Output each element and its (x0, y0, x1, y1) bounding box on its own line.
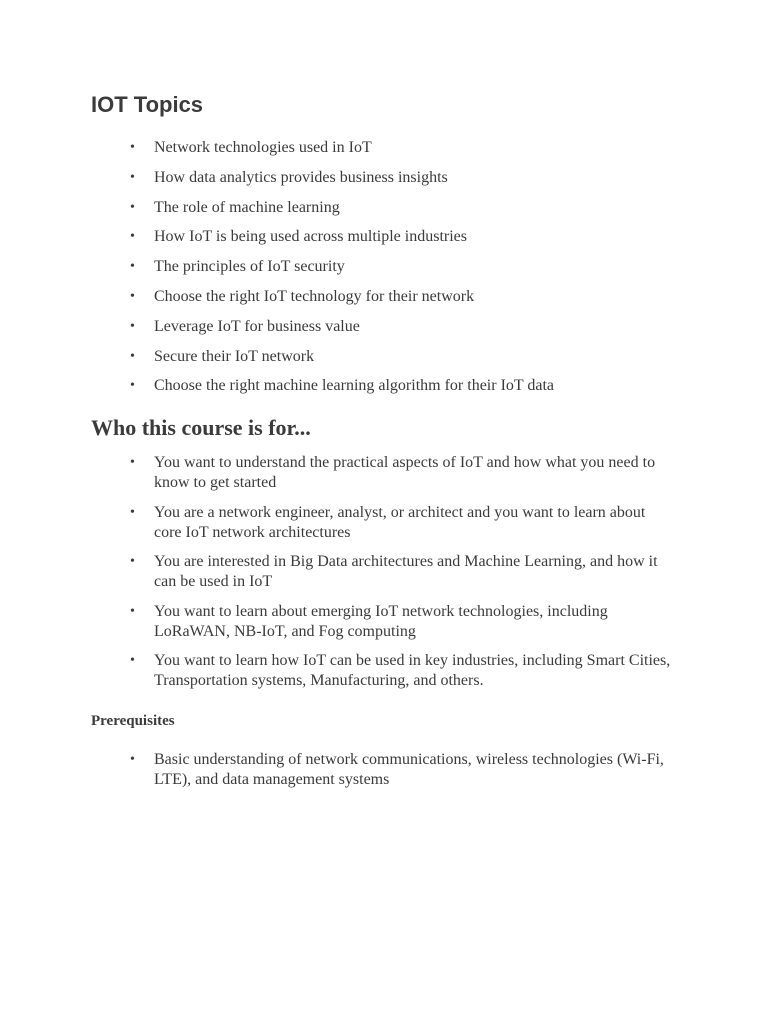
audience-list-item-text: You are interested in Big Data architectures and Machine Learning, and how it can be used in IoT (154, 553, 658, 590)
topics-list-item-text: Network technologies used in IoT (154, 139, 372, 156)
audience-list-item-text: You want to learn how IoT can be used in key industries, including Smart Cities, Transportation systems, Manufacturing, and others. (154, 652, 671, 689)
prerequisites-heading: Prerequisites (91, 713, 175, 729)
topics-list-item (0, 317, 674, 337)
bullet-icon: • (130, 653, 135, 668)
topics-list-item-text: Secure their IoT network (154, 347, 315, 365)
bullet-icon: • (130, 378, 135, 394)
topics-list-item (0, 376, 674, 396)
bullet-icon: • (130, 603, 135, 619)
topics-list-item-text: How IoT is being used across multiple industries (154, 228, 467, 246)
topics-list-item-text: The role of machine learning (154, 198, 340, 216)
prerequisites-list (0, 750, 768, 790)
topics-list-item (0, 287, 674, 307)
audience-list-item (0, 453, 674, 493)
bullet-icon: • (130, 455, 135, 470)
bullet-icon: • (130, 504, 135, 520)
bullet-icon: • (130, 348, 135, 364)
topics-list-item (0, 198, 674, 218)
bullet-icon: • (130, 259, 135, 275)
bullet-icon: • (130, 169, 135, 185)
bullet-icon: • (130, 288, 135, 304)
audience-heading: Who this course is for... (91, 415, 311, 440)
prerequisites-list-item (0, 750, 674, 790)
bullet-icon: • (130, 140, 135, 155)
bullet-icon: • (130, 199, 135, 215)
topics-list-item-text: Choose the right IoT technology for their network (154, 287, 475, 305)
topics-list-item-text: How data analytics provides business insights (154, 168, 448, 186)
bullet-icon: • (130, 554, 135, 569)
topics-list-item (0, 227, 674, 247)
topics-list-item (0, 138, 674, 158)
topics-list (0, 138, 768, 406)
topics-list-item-text: Leverage IoT for business value (154, 317, 360, 335)
bullet-icon: • (130, 752, 135, 767)
audience-list (0, 453, 768, 701)
audience-list-item-text: You are a network engineer, analyst, or architect and you want to learn about core IoT network architectures (154, 503, 646, 541)
topics-list-item-text: The principles of IoT security (154, 258, 345, 276)
audience-list-item (0, 602, 674, 642)
prerequisites-list-item-text: Basic understanding of network communications, wireless technologies (Wi-Fi, LTE), and data management systems (154, 751, 664, 788)
topics-list-item (0, 257, 674, 277)
topics-list-item (0, 168, 674, 188)
audience-list-item-text: You want to learn about emerging IoT network technologies, including LoRaWAN, NB-IoT, and Fog computing (154, 602, 608, 640)
audience-list-item-text: You want to understand the practical aspects of IoT and how what you need to know to get started (154, 454, 656, 491)
audience-list-item (0, 552, 674, 592)
topics-list-item-text: Choose the right machine learning algorithm for their IoT data (154, 377, 555, 395)
audience-list-item (0, 503, 674, 543)
audience-list-item (0, 651, 674, 691)
bullet-icon: • (130, 318, 135, 334)
topics-list-item (0, 347, 674, 367)
topics-heading: IOT Topics (91, 92, 204, 117)
bullet-icon: • (130, 229, 135, 245)
